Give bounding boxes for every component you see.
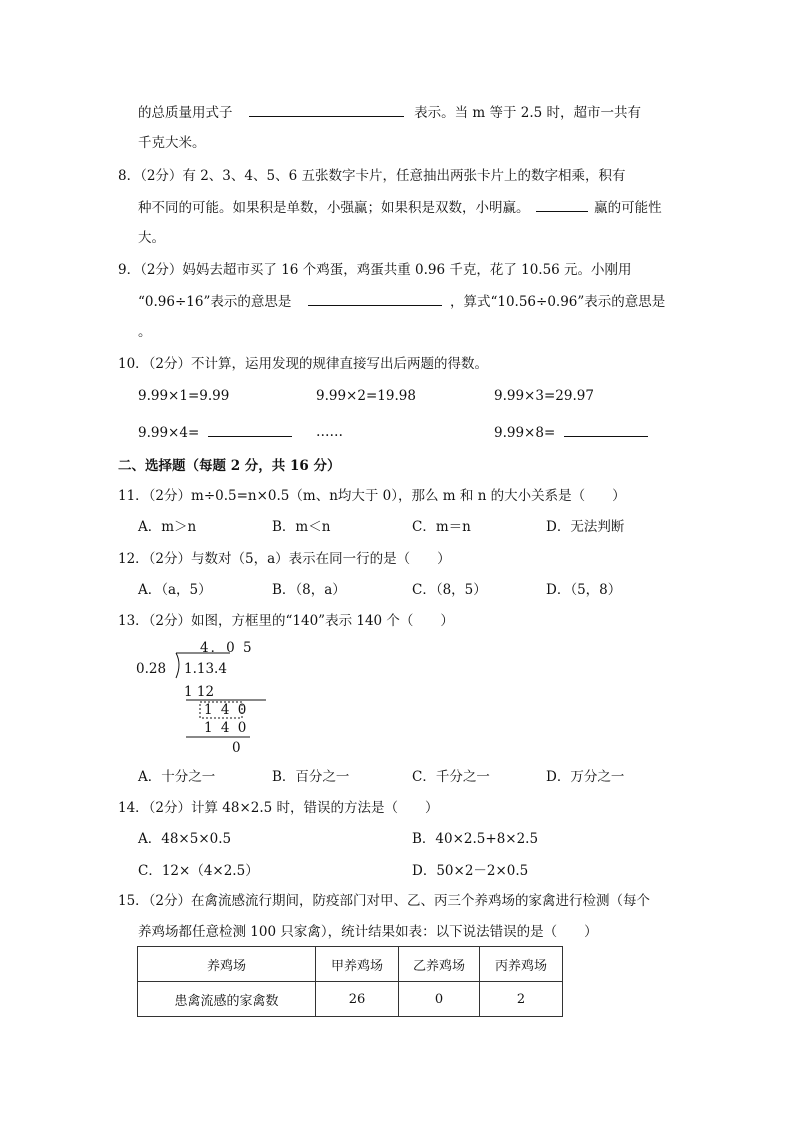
q12-option-b[interactable]: B．（8，a） xyxy=(272,582,346,598)
q14-stem: 14．（2分）计算 48×2.5 时，错误的方法是（ ） xyxy=(118,800,439,816)
division-remainder: 0 xyxy=(232,740,243,756)
q14-option-a[interactable]: A．48×5×0.5 xyxy=(138,831,232,847)
q8-line2 xyxy=(138,197,662,218)
table-header-cell: 甲养鸡场 xyxy=(316,947,399,982)
q8-line1: 8．（2分）有 2、3、4、5、6 五张数字卡片，任意抽出两张卡片上的数字相乘，积有 xyxy=(118,168,626,184)
q15-line2: 养鸡场都任意检测 100 只家禽），统计结果如表：以下说法错误的是（ ） xyxy=(138,924,598,940)
q8-text-a: 种不同的可能。如果积是单数，小强赢；如果积是双数，小明赢。 xyxy=(138,200,530,216)
table-header-cell: 丙养鸡场 xyxy=(480,947,563,982)
table-header-cell: 养鸡场 xyxy=(138,947,316,982)
q10-r1c1: 9.99×1=9.99 xyxy=(138,388,230,404)
division-divisor: 0.28 xyxy=(136,661,167,677)
q15-line1: 15．（2分）在禽流感流行期间，防疫部门对甲、乙、丙三个养鸡场的家禽进行检测（每个 xyxy=(118,893,651,909)
table-cell: 26 xyxy=(316,982,399,1017)
table-cell: 患禽流感的家禽数 xyxy=(138,982,316,1017)
q8-answer-blank[interactable] xyxy=(536,197,588,212)
q10-r1c3: 9.99×3=29.97 xyxy=(494,388,594,404)
division-boxed-140: 1 4 0 xyxy=(204,702,249,718)
table-cell: 0 xyxy=(399,982,480,1017)
q7-line1 xyxy=(138,102,641,123)
table-header-cell: 乙养鸡场 xyxy=(399,947,480,982)
q7-text-b: 表示。当 m 等于 2.5 时，超市一共有 xyxy=(414,105,642,121)
q8-line3: 大。 xyxy=(138,230,165,246)
q12-option-d[interactable]: D．（5，8） xyxy=(546,582,622,598)
q11-stem: 11．（2分）m÷0.5=n×0.5（m、n均大于 0），那么 m 和 n 的大小关系是（ ） xyxy=(118,488,626,504)
q11-option-c[interactable]: C．m＝n xyxy=(412,519,471,535)
q12-stem: 12．（2分）与数对（5，a）表示在同一行的是（ ） xyxy=(118,551,451,567)
q8-text-b: 赢的可能性 xyxy=(594,200,662,216)
division-step2: 1 4 0 xyxy=(204,720,249,736)
q10-answer-blank-1[interactable] xyxy=(208,422,292,437)
q10-r2c3-text: 9.99×8= xyxy=(494,425,556,441)
division-dividend: 1.13.4 xyxy=(184,661,227,677)
division-quotient: 4．0 5 xyxy=(200,640,254,656)
q9-line3: 。 xyxy=(138,324,152,340)
long-division-figure xyxy=(130,634,270,760)
q12-option-a[interactable]: A．（a，5） xyxy=(138,582,212,598)
q9-line2 xyxy=(138,291,665,312)
q13-option-a[interactable]: A．十分之一 xyxy=(138,769,216,785)
q7-answer-blank[interactable] xyxy=(249,102,404,117)
q7-line2: 千克大米。 xyxy=(138,135,206,151)
q10-r2c2: …… xyxy=(316,424,343,440)
q14-option-c[interactable]: C．12×（4×2.5） xyxy=(138,863,259,879)
q11-option-b[interactable]: B．m＜n xyxy=(272,519,331,535)
q10-r2c3 xyxy=(494,422,648,443)
q10-r1c2: 9.99×2=19.98 xyxy=(316,388,416,404)
q13-option-c[interactable]: C．千分之一 xyxy=(412,769,490,785)
q10-r2c1-text: 9.99×4= xyxy=(138,425,200,441)
q11-option-a[interactable]: A．m＞n xyxy=(138,519,197,535)
q9-text-a: “0.96÷16”表示的意思是 xyxy=(138,294,292,310)
q11-option-d[interactable]: D．无法判断 xyxy=(546,519,625,535)
q10-answer-blank-2[interactable] xyxy=(564,422,648,437)
q13-option-b[interactable]: B．百分之一 xyxy=(272,769,350,785)
q9-answer-blank[interactable] xyxy=(308,291,442,306)
q15-stats-table xyxy=(137,946,563,1017)
division-step1: 1 12 xyxy=(184,684,215,700)
section-2-title: 二、选择题（每题 2 分，共 16 分） xyxy=(118,458,341,474)
q7-text-a: 的总质量用式子 xyxy=(138,105,233,121)
table-header-row xyxy=(138,947,563,982)
q14-option-d[interactable]: D．50×2－2×0.5 xyxy=(412,863,529,879)
q10-stem: 10．（2分）不计算，运用发现的规律直接写出后两题的得数。 xyxy=(118,356,489,372)
q14-option-b[interactable]: B．40×2.5+8×2.5 xyxy=(412,831,539,847)
q12-option-c[interactable]: C．（8，5） xyxy=(412,582,487,598)
q10-r2c1 xyxy=(138,422,292,443)
q13-stem: 13．（2分）如图，方框里的“140”表示 140 个（ ） xyxy=(118,613,454,629)
table-row xyxy=(138,982,563,1017)
q9-text-b: ，算式“10.56÷0.96”表示的意思是 xyxy=(449,294,666,310)
q13-option-d[interactable]: D．万分之一 xyxy=(546,769,625,785)
q9-line1: 9．（2分）妈妈去超市买了 16 个鸡蛋，鸡蛋共重 0.96 千克，花了 10.56 元。小刚用 xyxy=(118,262,632,278)
table-cell: 2 xyxy=(480,982,563,1017)
